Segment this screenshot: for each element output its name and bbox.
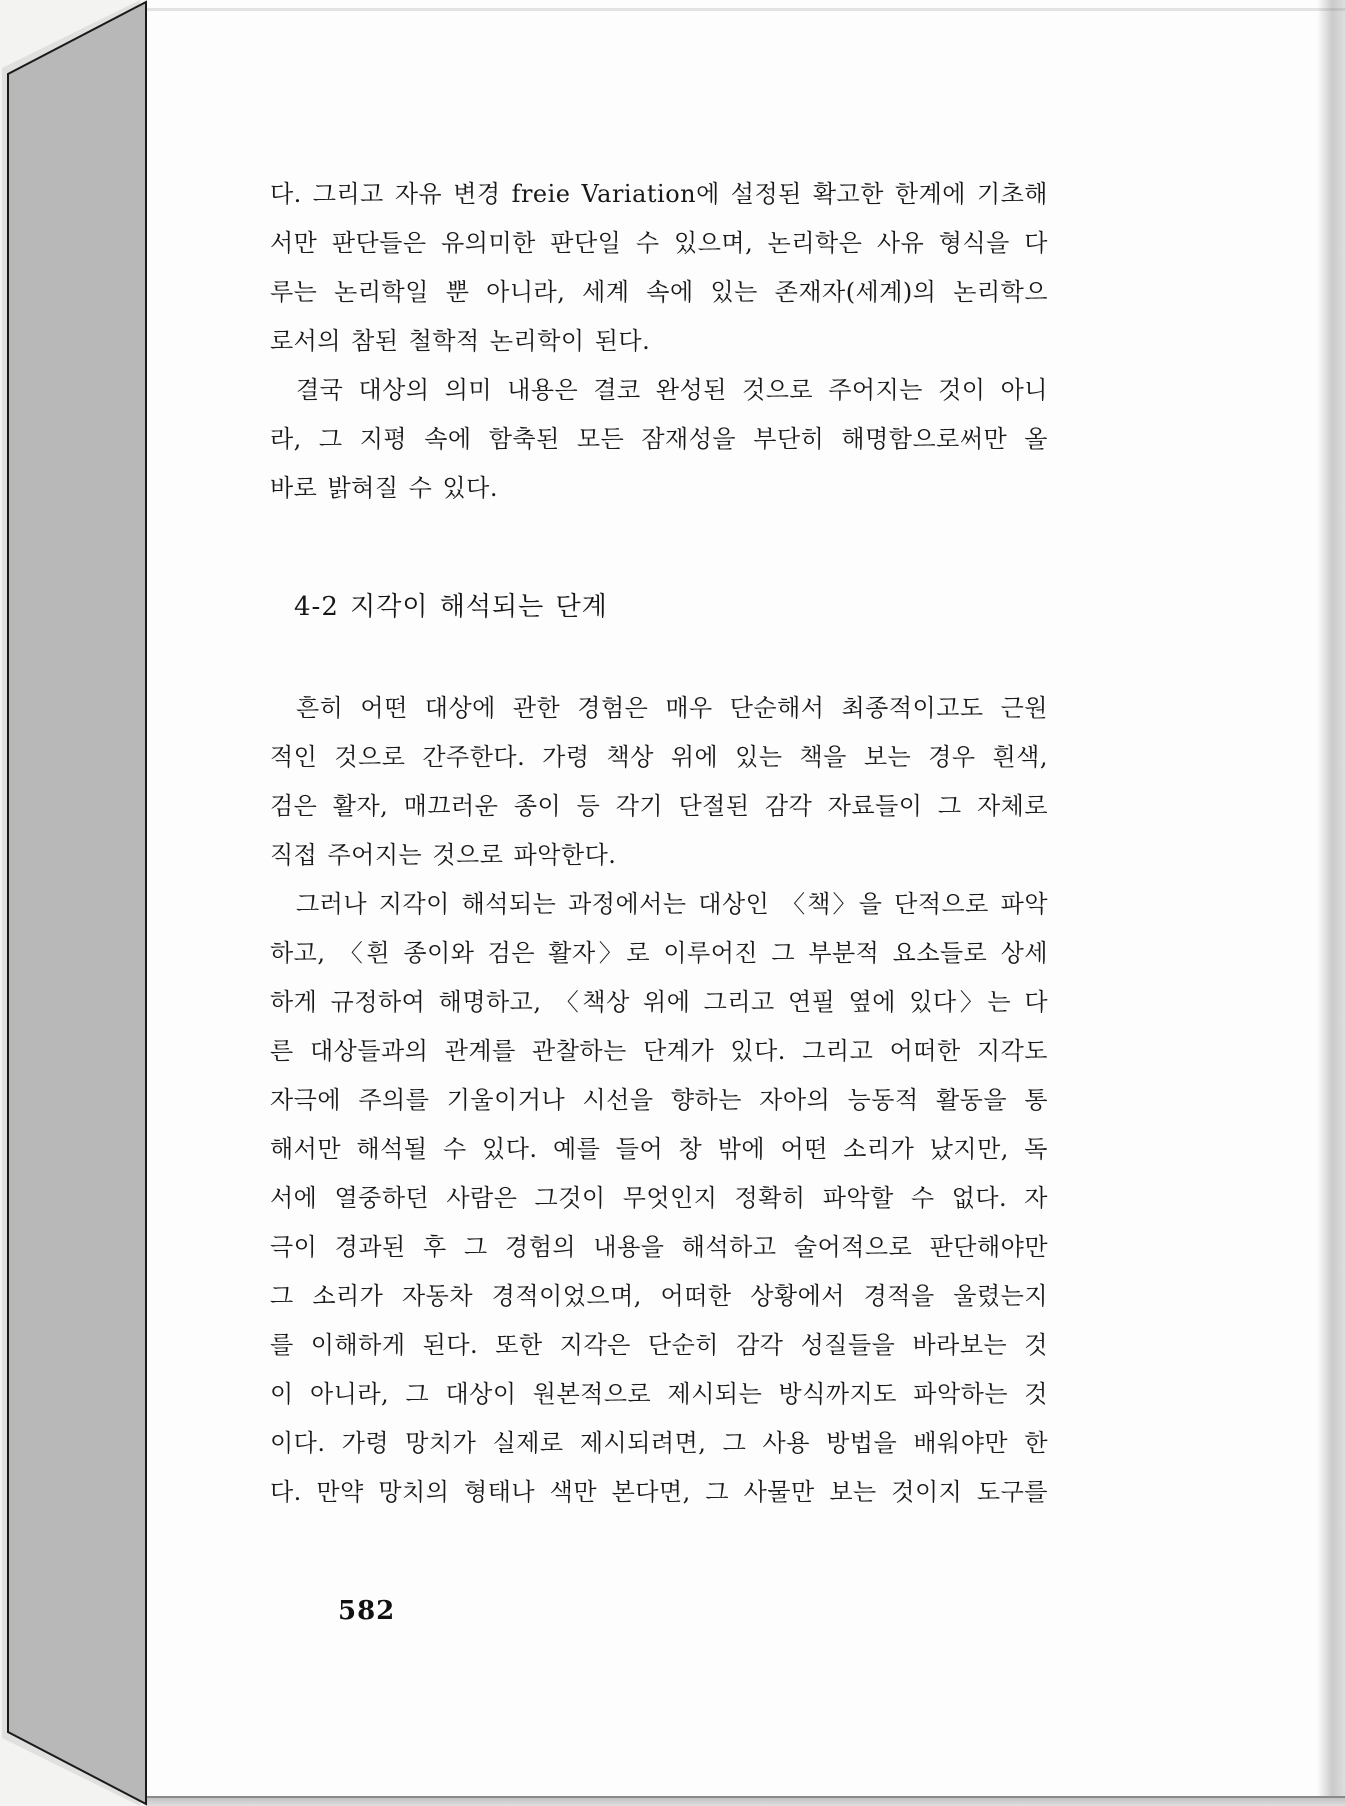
paragraph-1 (270, 170, 1048, 366)
text-line: 서만 판단들은 유의미한 판단일 수 있으며, 논리학은 사유 형식을 다 (270, 229, 1048, 257)
text-line: 로서의 참된 철학적 논리학이 된다. (270, 327, 651, 355)
book-fore-edge (0, 0, 170, 1806)
text-line: 그 소리가 자동차 경적이었으며, 어떠한 상황에서 경적을 울렸는지 (270, 1282, 1048, 1310)
text-line: 서에 열중하던 사람은 그것이 무엇인지 정확히 파악할 수 없다. 자 (270, 1184, 1048, 1212)
text-line: 해서만 해석될 수 있다. 예를 들어 창 밖에 어떤 소리가 났지만, 독 (270, 1135, 1048, 1163)
paragraph-4 (270, 880, 1048, 1517)
section-heading: 4-2 지각이 해석되는 단계 (294, 592, 608, 622)
text-line: 루는 논리학일 뿐 아니라, 세계 속에 있는 존재자(세계)의 논리학으 (270, 278, 1048, 306)
text-line: 다. 그리고 자유 변경 freie Variation에 설정된 확고한 한계에 기초해 (270, 180, 1048, 208)
text-line: 흔히 어떤 대상에 관한 경험은 매우 단순해서 최종적이고도 근원 (296, 694, 1048, 722)
text-line: 다. 만약 망치의 형태나 색만 본다면, 그 사물만 보는 것이지 도구를 (270, 1478, 1048, 1506)
text-column (270, 170, 1048, 1517)
page-number: 582 (338, 1596, 396, 1626)
text-line: 하고, 〈흰 종이와 검은 활자〉로 이루어진 그 부분적 요소들로 상세 (270, 939, 1048, 967)
fore-edge-face (8, 2, 146, 1804)
text-line: 바로 밝혀질 수 있다. (270, 474, 498, 502)
text-line: 극이 경과된 후 그 경험의 내용을 해석하고 술어적으로 판단해야만 (270, 1233, 1048, 1261)
text-line: 그러나 지각이 해석되는 과정에서는 대상인 〈책〉을 단적으로 파악 (296, 890, 1048, 918)
text-line: 이다. 가령 망치가 실제로 제시되려면, 그 사용 방법을 배워야만 한 (270, 1429, 1048, 1457)
text-line: 검은 활자, 매끄러운 종이 등 각기 단절된 감각 자료들이 그 자체로 (270, 792, 1048, 820)
page-top-edge (147, 8, 1345, 11)
text-line: 직접 주어지는 것으로 파악한다. (270, 841, 617, 869)
book-page (147, 0, 1345, 1806)
page-bottom-edge-shade (147, 1796, 1345, 1806)
text-line: 결국 대상의 의미 내용은 결코 완성된 것으로 주어지는 것이 아니 (296, 376, 1048, 404)
paragraph-3 (270, 684, 1048, 880)
page-right-edge-shade (1317, 0, 1345, 1806)
text-line: 하게 규정하여 해명하고, 〈책상 위에 그리고 연필 옆에 있다〉는 다 (270, 988, 1048, 1016)
text-line: 라, 그 지평 속에 함축된 모든 잠재성을 부단히 해명함으로써만 올 (270, 425, 1048, 453)
text-line: 적인 것으로 간주한다. 가령 책상 위에 있는 책을 보는 경우 흰색, (270, 743, 1048, 771)
paragraph-2 (270, 366, 1048, 513)
text-line: 자극에 주의를 기울이거나 시선을 향하는 자아의 능동적 활동을 통 (270, 1086, 1048, 1114)
text-line: 를 이해하게 된다. 또한 지각은 단순히 감각 성질들을 바라보는 것 (270, 1331, 1048, 1359)
text-line: 른 대상들과의 관계를 관찰하는 단계가 있다. 그리고 어떠한 지각도 (270, 1037, 1048, 1065)
text-line: 이 아니라, 그 대상이 원본적으로 제시되는 방식까지도 파악하는 것 (270, 1380, 1048, 1408)
